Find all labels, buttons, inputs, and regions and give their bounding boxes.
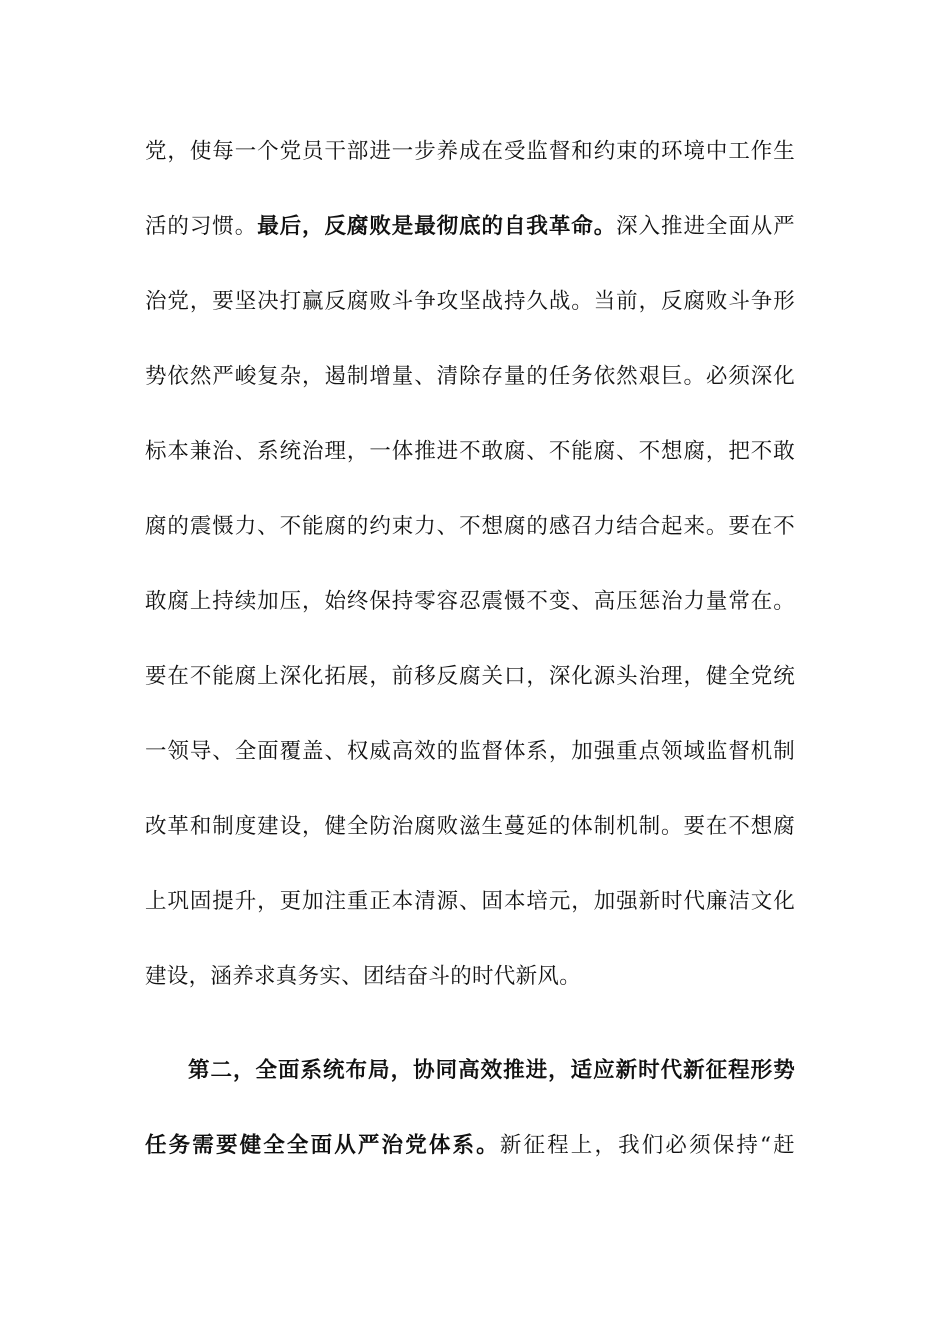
text-line <box>145 189 795 264</box>
body-paragraph-1 <box>145 114 795 1014</box>
text-line <box>145 489 795 564</box>
text-segment: 一领导、全面覆盖、权威高效的监督体系，加强重点领域监督机制 <box>145 739 795 764</box>
text-line <box>145 639 795 714</box>
text-segment: 要在不能腐上深化拓展，前移反腐关口，深化源头治理，健全党统 <box>145 664 795 689</box>
text-line <box>145 264 795 339</box>
bold-heading-segment: 第二，全面系统布局，协同高效推进，适应新时代新征程形势 <box>188 1058 795 1083</box>
text-line <box>145 114 795 189</box>
text-segment: 标本兼治、系统治理，一体推进不敢腐、不能腐、不想腐，把不敢 <box>145 439 795 464</box>
text-line <box>145 414 795 489</box>
text-line <box>145 789 795 864</box>
text-segment: 腐的震慑力、不能腐的约束力、不想腐的感召力结合起来。要在不 <box>145 514 795 539</box>
body-paragraph-2 <box>145 1033 795 1183</box>
text-segment: 敢腐上持续加压，始终保持零容忍震慑不变、高压惩治力量常在。 <box>145 589 795 614</box>
text-segment: 势依然严峻复杂，遏制增量、清除存量的任务依然艰巨。必须深化 <box>145 364 795 389</box>
bold-heading-segment: 最后，反腐败是最彻底的自我革命。 <box>257 214 617 239</box>
text-segment: 活的习惯。 <box>145 214 258 239</box>
text-line <box>145 339 795 414</box>
text-segment: 党，使每一个党员干部进一步养成在受监督和约束的环境中工作生 <box>145 139 795 164</box>
text-line <box>145 1108 795 1183</box>
text-segment: 治党，要坚决打赢反腐败斗争攻坚战持久战。当前，反腐败斗争形 <box>145 289 795 314</box>
text-line <box>145 714 795 789</box>
text-segment: 改革和制度建设，健全防治腐败滋生蔓延的体制机制。要在不想腐 <box>145 814 795 839</box>
text-line <box>145 864 795 939</box>
text-segment: 深入推进全面从严 <box>616 214 795 239</box>
text-segment: 建设，涵养求真务实、团结奋斗的时代新风。 <box>145 964 582 989</box>
bold-heading-segment: 任务需要健全全面从严治党体系。 <box>145 1133 500 1158</box>
text-line <box>145 939 795 1014</box>
text-segment: 上巩固提升，更加注重正本清源、固本培元，加强新时代廉洁文化 <box>145 889 795 914</box>
text-line <box>145 564 795 639</box>
text-line <box>145 1033 795 1108</box>
text-segment: 新征程上，我们必须保持“赶 <box>499 1133 795 1158</box>
